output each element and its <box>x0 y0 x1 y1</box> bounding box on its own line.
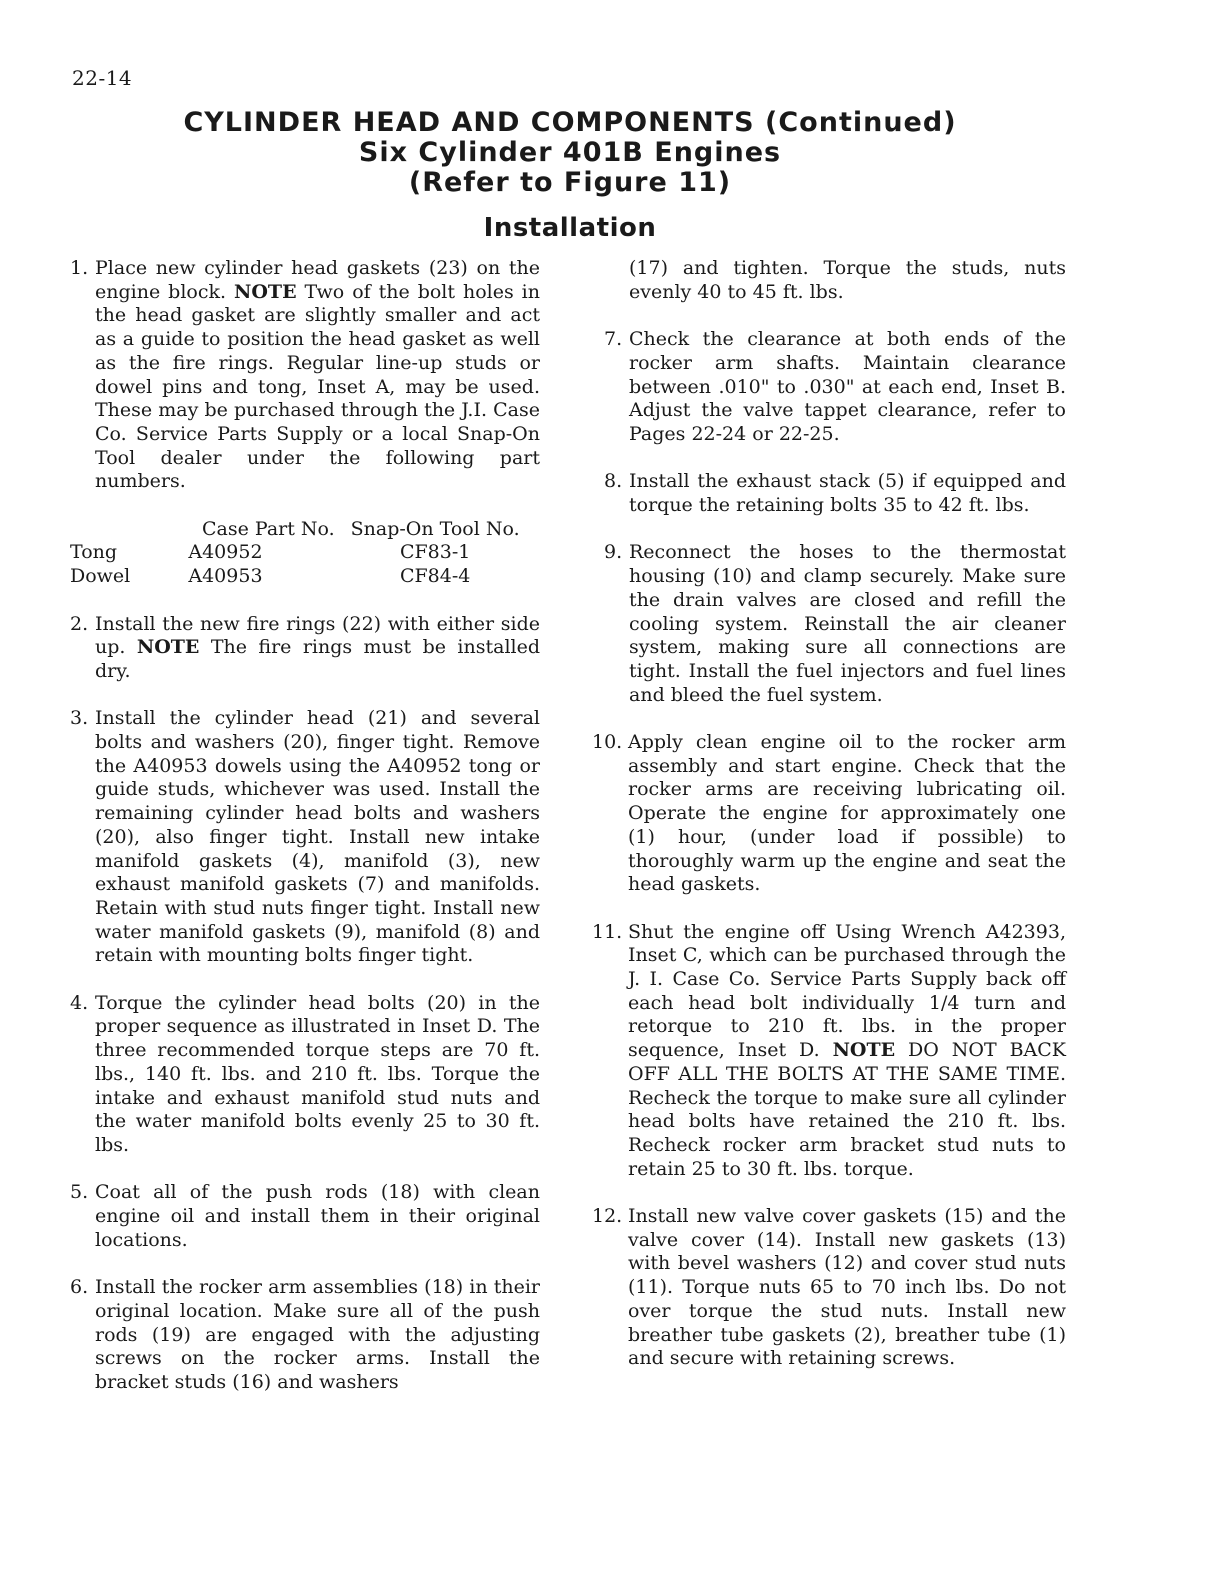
step-6 <box>70 1276 540 1395</box>
page-title <box>0 108 1140 198</box>
table-cell: CF84-4 <box>399 565 471 588</box>
table-cell: A40952 <box>188 541 263 564</box>
step-text-continued: DO NOT BACK OFF ALL THE BOLTS AT THE SAME TIME. Recheck the torque to make sure all cylinder head bolts have retained the 210 ft. lbs. Recheck rocker arm bracket stud nuts to retain 25 to 30 ft. lbs. torque. <box>628 1039 1066 1180</box>
step-number: 3. <box>70 707 89 730</box>
step-5 <box>70 1181 540 1252</box>
table-cell: CF83-1 <box>399 541 471 564</box>
header-cell: Case Part No. <box>201 517 335 540</box>
step-text: Coat all of the push rods (18) with clean engine oil and install them in their original locations. <box>95 1181 540 1251</box>
step-number: 5. <box>70 1181 89 1204</box>
note-label: NOTE <box>234 280 297 303</box>
table-row <box>70 565 530 589</box>
step-9 <box>604 541 1066 707</box>
step-text: Install the cylinder head (21) and several bolts and washers (20), finger tight. Remove the A40953 dowels using the A40952 tong or guide studs, whichever was used. Install the remaining cylinder head bolts and washers (20), also finger tight. Install new intake manifold gaskets (4), manifold (3), new exhaust manifold gaskets (7) and manifolds. Retain with stud nuts finger tight. Install new water manifold gaskets (9), manifold (8) and retain with mounting bolts finger tight. <box>95 707 540 967</box>
table-cell: Dowel <box>70 565 131 588</box>
step-number: 9. <box>604 541 623 564</box>
step-6-continued <box>604 257 1066 304</box>
step-10 <box>592 731 1066 897</box>
table-row <box>70 541 530 565</box>
table-cell: Tong <box>70 541 118 564</box>
step-number: 6. <box>70 1276 89 1299</box>
step-text: Install the rocker arm assemblies (18) in their original location. Make sure all of the push rods (19) are engaged with the adjusting screws on the rocker arms. Install the bracket studs (16) and washers <box>95 1276 540 1393</box>
step-number: 4. <box>70 991 89 1014</box>
step-text: Shut the engine off Using Wrench A42393, Inset C, which can be purchased through the J. I. Case Co. Service Parts Supply back off each head bolt individually 1/4 turn and retorque to 210 ft. lbs. in the proper sequence, Inset D. <box>628 920 1066 1062</box>
step-11 <box>592 920 1066 1182</box>
header-cell: Snap-On Tool No. <box>350 517 520 540</box>
step-text: Apply clean engine oil to the rocker arm assembly and start engine. Check that the rocker arms are receiving lubricating oil. Operate the engine for approximately one (1) hour, (under load if possible) to thoroughly warm up the engine and seat the head gaskets. <box>628 731 1066 896</box>
step-7 <box>604 328 1066 447</box>
step-12 <box>592 1205 1066 1371</box>
step-text: Reconnect the hoses to the thermostat housing (10) and clamp securely. Make sure the drain valves are closed and refill the cooling system. Reinstall the air cleaner system, making sure all connections are tight. Install the fuel injectors and fuel lines and bleed the fuel system. <box>629 541 1066 706</box>
step-text: Check the clearance at both ends of the rocker arm shafts. Maintain clearance between .010" to .030" at each end, Inset B. Adjust the valve tappet clearance, refer to Pages 22-24 or 22-25. <box>629 328 1066 445</box>
step-number: 8. <box>604 470 623 493</box>
step-number: 10. <box>592 731 623 753</box>
page-number: 22-14 <box>72 66 133 90</box>
step-number: 11. <box>592 920 623 943</box>
title-line-1: CYLINDER HEAD AND COMPONENTS (Continued) <box>183 107 957 138</box>
step-text: Install the exhaust stack (5) if equipped and torque the retaining bolts 35 to 42 ft. lbs. <box>629 470 1066 516</box>
step-number: 1. <box>70 257 89 279</box>
right-column <box>592 257 1066 1395</box>
step-1 <box>70 257 540 494</box>
step-number: 2. <box>70 612 89 635</box>
step-2 <box>70 613 540 684</box>
step-text: Install the new fire rings (22) with either side up. <box>95 612 540 659</box>
step-text: Place new cylinder head gaskets (23) on the engine block. <box>95 257 540 303</box>
step-text-continued: Two of the bolt holes in the head gasket are slightly smaller and act as a guide to position the head gasket as well as the fire rings. Regular line-up studs or dowel pins and tong, Inset A, may be used. These may be purchased through the J.I. Case Co. Service Parts Supply or a local Snap-On Tool dealer under the following part numbers. <box>95 280 540 493</box>
parts-table-header <box>70 518 530 542</box>
step-text: Torque the cylinder head bolts (20) in the proper sequence as illustrated in Inset D. The three recommended torque steps are 70 ft. lbs., 140 ft. lbs. and 210 ft. lbs. Torque the intake and exhaust manifold stud nuts and the water manifold bolts evenly 25 to 30 ft. lbs. <box>95 991 540 1156</box>
step-number: 12. <box>592 1205 623 1228</box>
step-text-continued: The fire rings must be installed dry. <box>95 636 541 682</box>
note-label: NOTE <box>136 636 200 659</box>
step-text: (17) and tighten. Torque the studs, nuts evenly 40 to 45 ft. lbs. <box>629 257 1066 303</box>
step-number: 7. <box>604 328 623 351</box>
left-column <box>70 257 540 1418</box>
title-line-3: (Refer to Figure 11) <box>408 167 732 198</box>
title-line-2: Six Cylinder 401B Engines <box>358 137 782 168</box>
header-cell <box>70 518 176 542</box>
step-4 <box>70 992 540 1158</box>
note-label: NOTE <box>832 1039 896 1062</box>
parts-table <box>70 518 530 589</box>
step-8 <box>604 470 1066 517</box>
section-heading: Installation <box>483 213 657 243</box>
step-3 <box>70 707 540 968</box>
step-text: Install new valve cover gaskets (15) and the valve cover (14). Install new gaskets (13) with bevel washers (12) and cover stud nuts (11). Torque nuts 65 to 70 inch lbs. Do not over torque the stud nuts. Install new breather tube gaskets (2), breather tube (1) and secure with retaining screws. <box>628 1205 1066 1370</box>
table-cell: A40953 <box>188 565 263 588</box>
